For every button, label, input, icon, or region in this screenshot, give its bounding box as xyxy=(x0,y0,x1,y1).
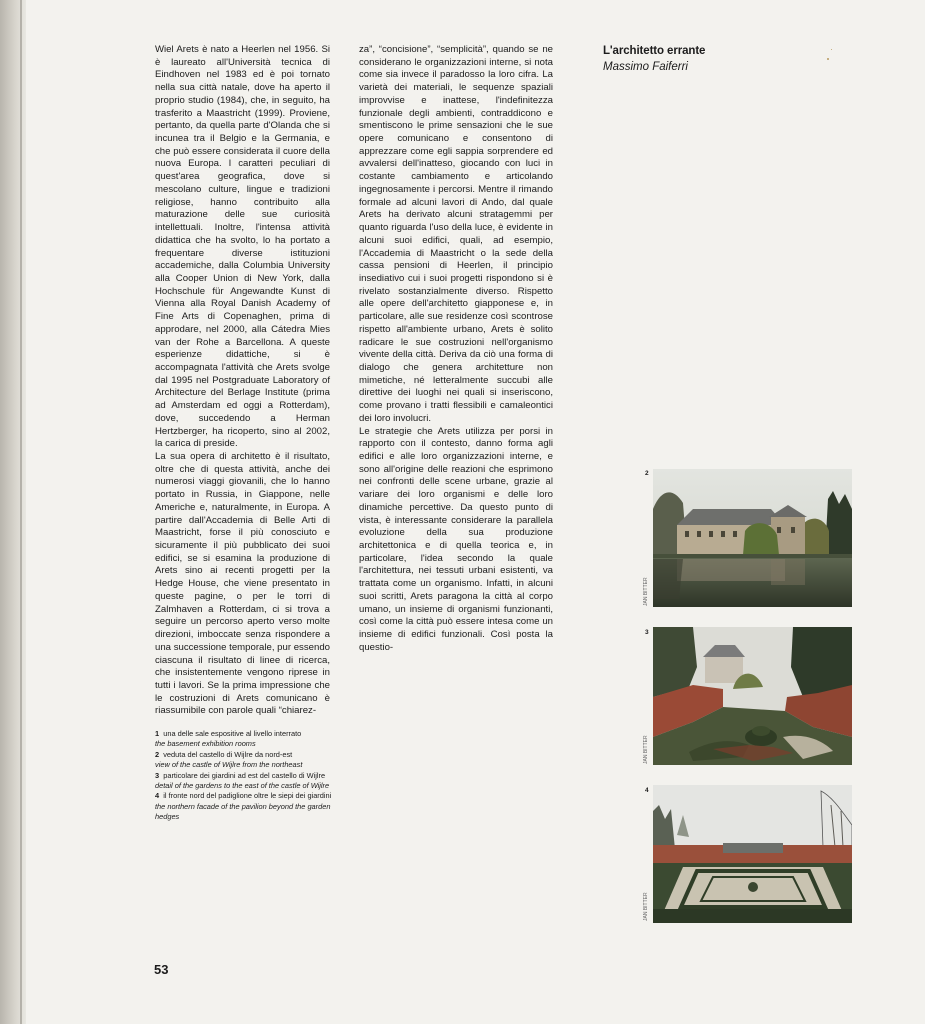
caption-number: 4 xyxy=(155,791,160,801)
gutter-fold xyxy=(20,0,22,1024)
caption-item xyxy=(155,729,335,750)
caption-item xyxy=(155,791,335,822)
photo-credit: JAN BITTER xyxy=(643,577,649,606)
caption-english: detail of the gardens to the east of the castle of Wijlre xyxy=(155,781,330,791)
caption-english: the basement exhibition rooms xyxy=(155,739,256,749)
photo-pavilion-north-facade xyxy=(653,785,852,923)
figure-number: 2 xyxy=(645,470,649,477)
magazine-page xyxy=(26,0,925,1024)
caption-italian: una delle sale espositive al livello interrato xyxy=(163,729,302,738)
body-paragraph: za”, “concisione”, “semplicità”, quando se ne considerano le organizzazioni interne, si nota come sia invece il paradosso la loro cifra. La varietà dei materiali, le sequenze spaziali improvvise e inattese, l'indefinitezza funzionale degli ambienti, contraddicono e smentiscono le prime sensazioni che le sue opere comunicano e consentono di apprezzare come egli sappia sorprendere ed avvalersi dell'inatteso, giocando con luci in costante cambiamento e articolando ingegnosamente i percorsi. Mentre il rimando formale ad alcuni lavori di Ando, dal quale Arets ha derivato alcuni stratagemmi per quanto riguarda l'uso della luce, è evidente in alcuni suoi edifici, quali, ad esempio, l'Accademia di Maastricht o la sede della cassa pensioni di Heerlen, il principio insediativo cui i suoi progetti rispondono si è rivelato sostanzialmente diverso. Rispetto alle opere dell'architetto giapponese e, in particolare, alle sue residenze così scontrose rispetto all'ambiente urbano, Arets è solito radicare le sue costruzioni nell'organismo vivente della città. Deriva da ciò una forma di dialogo che genera architetture non mimetiche, né letteralmente succubi alle direttive dei luoghi nei quali si inseriscono, come provano i tratti flessibili e camaleontici dei loro involucri. xyxy=(359,44,553,424)
body-paragraph: Wiel Arets è nato a Heerlen nel 1956. Si è laureato all'Università tecnica di Eindhoven nel 1983 ed è poi tornato nella sua città natale, dove ha aperto il proprio studio (1984), che, in seguito, ha trasferito a Maastricht (1999). Proviene, pertanto, da quella parte d'Olanda che si incunea tra il Belgio e la Germania, e che può essere considerata il cuore della nuova Europa. I caratteri peculiari di quest'area geografica, dove si mescolano culture, lingue e tradizioni religiose, hanno contribuito alla maturazione delle sue curiosità intellettuali. Inoltre, l'intensa attività didattica che ha svolto, lo ha portato a frequentare diverse istituzioni accademiche, dalla Columbia University alla Cooper Union di New York, dalla Hochschule für Angewandte Kunst di Vienna alla Royal Danish Academy of Fine Arts di Copenaghen, prima di approdare, nel 2000, alla Cátedra Mies van der Rohe a Barcellona. A queste esperienze didattiche, si è accompagnata l'attività che Arets svolge dal 1995 nel Postgraduate Laboratory of Architecture del Berlage Institute (prima ad Amsterdam ed oggi a Rotterdam), dove, succedendo a Herman Hertzberger, ha ricoperto, sino al 2002, la carica di preside. xyxy=(155,44,330,450)
caption-number: 1 xyxy=(155,729,160,738)
caption-english: the northern facade of the pavilion beyond the garden hedges xyxy=(155,801,331,822)
caption-italian: il fronte nord del padiglione oltre le siepi dei giardini xyxy=(163,791,332,801)
caption-italian: veduta del castello di Wijlre da nord-est xyxy=(163,749,293,759)
paper-speck xyxy=(831,49,832,50)
figure-number: 3 xyxy=(645,629,649,636)
book-gutter xyxy=(0,0,26,1024)
body-paragraph: La sua opera di architetto è il risultato, oltre che di questa attività, anche dei numerosi viaggi giovanili, che lo hanno portato in Russia, in Giappone, nelle Americhe e, naturalmente, in Europa. A partire dall'Accademia di Belle Arti di Maastricht, forse il più conosciuto e sicuramente il più pubblicato dei suoi edifici, se si esamina la produzione di Arets sino ai recenti progetti per la Hedge House, che viene presentato in queste pagine, o per le torri di Zalmhaven a Rotterdam, ci si trova a seguire un percorso aperto verso molte direzioni, imboccate senza rispondere a una successione temporale, pur essendo ciascuna il risultato di linee di ricerca, che insistentemente vengono riprese in tutti i lavori. Se la prima impressione che le costruzioni di Arets comunicano è riassumibile con parole quali “chiarez- xyxy=(155,451,330,717)
caption-italian: particolare dei giardini ad est del castello di Wijlre xyxy=(163,770,326,780)
caption-number: 3 xyxy=(155,770,160,780)
photo-credit: JAN BITTER xyxy=(643,892,649,921)
caption-english: view of the castle of Wijlre from the northeast xyxy=(155,760,303,770)
text-column-1 xyxy=(155,44,330,718)
article-title: L'architetto errante xyxy=(603,45,706,57)
caption-number: 2 xyxy=(155,749,160,759)
page-number: 53 xyxy=(154,962,169,977)
article-author: Massimo Faiferri xyxy=(603,61,688,73)
paper-speck xyxy=(827,58,829,60)
photo-castle-moat xyxy=(653,469,852,607)
photo-garden-hedges xyxy=(653,627,852,765)
body-paragraph: Le strategie che Arets utilizza per porsi in rapporto con il contesto, danno forma agli edifici e alle loro organizzazioni interne, e sono all'origine delle reazioni che esprimono nei confronti delle scene urbane, grazie al variare dei loro organismi e delle loro dinamiche percettive. Da questo punto di vista, è interessante considerare la parallela evoluzione della sua produzione architettonica e di quella teorica e, in particolare, l'idea secondo la quale l'architettura, nei tessuti urbani esistenti, va trattata come un organismo. Infatti, in alcuni suoi scritti, Arets paragona la città al corpo umano, un insieme di organismi funzionanti, così come la città può essere intesa come un insieme di edifici funzionali. Così posta la questio- xyxy=(359,425,553,653)
caption-item xyxy=(155,750,335,771)
figure-number: 4 xyxy=(645,787,649,794)
text-column-2 xyxy=(359,44,553,655)
photo-credit: JAN BITTER xyxy=(643,735,649,764)
caption-item xyxy=(155,771,335,792)
figure-captions xyxy=(155,729,335,823)
